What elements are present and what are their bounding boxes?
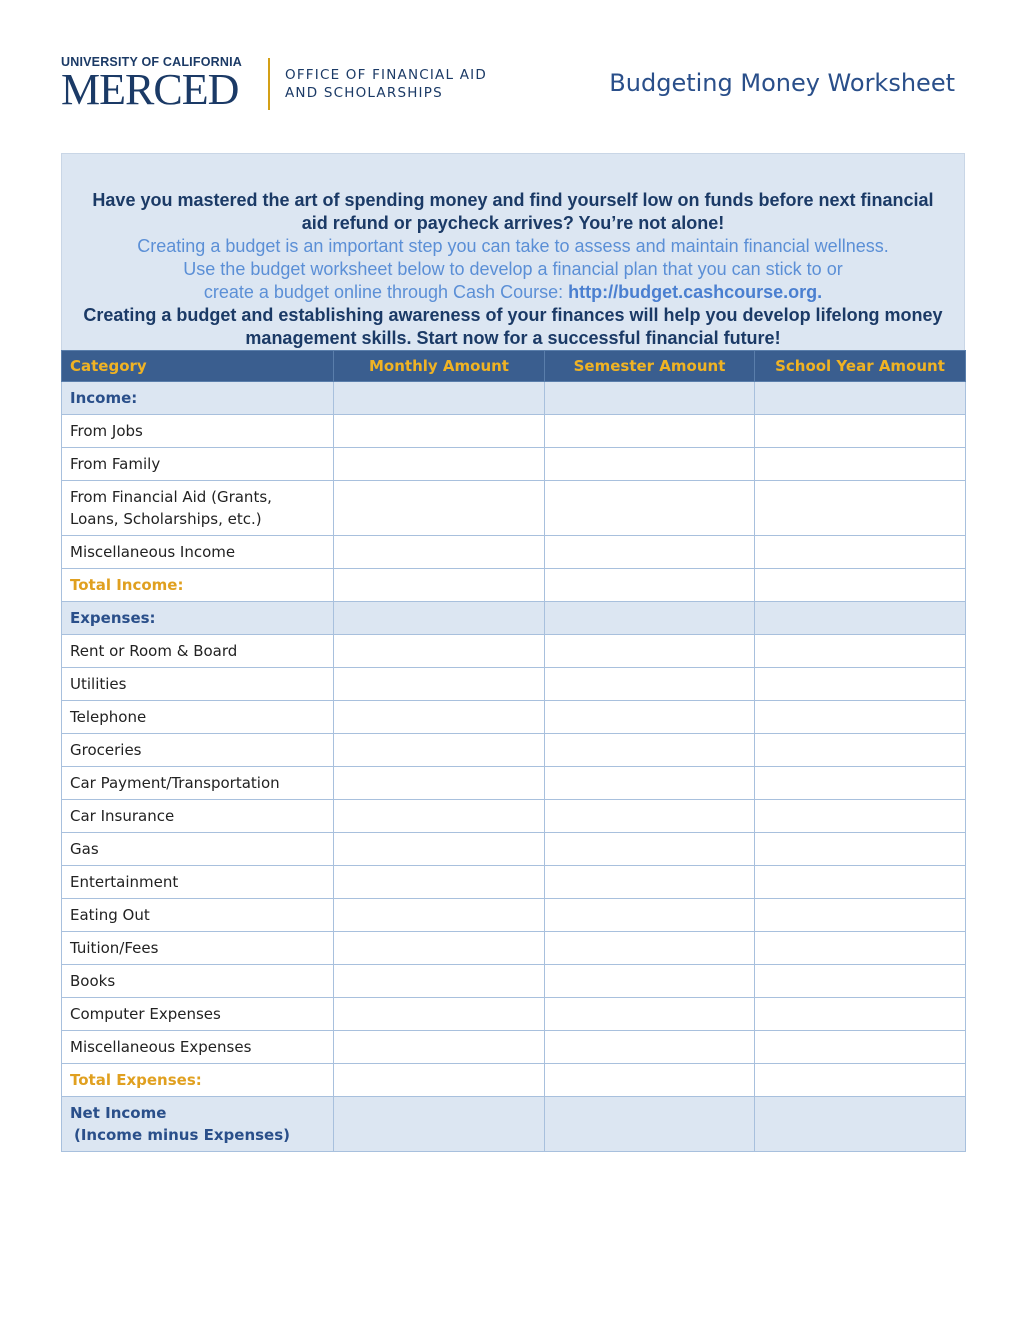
row-label: Groceries — [62, 734, 334, 767]
office-line-2: AND SCHOLARSHIPS — [285, 85, 443, 101]
row-label: Miscellaneous Income — [62, 536, 334, 569]
amount-cell[interactable] — [545, 569, 755, 602]
total-expenses-label: Total Expenses: — [62, 1064, 334, 1097]
amount-cell[interactable] — [755, 734, 966, 767]
row-label: From Jobs — [62, 415, 334, 448]
table-row — [62, 536, 966, 569]
col-header-monthly: Monthly Amount — [334, 351, 545, 382]
amount-cell[interactable] — [334, 734, 545, 767]
amount-cell[interactable] — [755, 382, 966, 415]
row-label: Miscellaneous Expenses — [62, 1031, 334, 1064]
row-label: Utilities — [62, 668, 334, 701]
amount-cell[interactable] — [755, 998, 966, 1031]
amount-cell[interactable] — [755, 635, 966, 668]
intro-box — [61, 153, 965, 351]
amount-cell[interactable] — [334, 569, 545, 602]
row-label: Eating Out — [62, 899, 334, 932]
amount-cell[interactable] — [755, 448, 966, 481]
amount-cell[interactable] — [334, 668, 545, 701]
intro-line-3 — [80, 281, 946, 304]
amount-cell[interactable] — [334, 800, 545, 833]
amount-cell[interactable] — [755, 899, 966, 932]
table-row — [62, 415, 966, 448]
amount-cell[interactable] — [334, 635, 545, 668]
amount-cell[interactable] — [334, 1031, 545, 1064]
logo-university-text: UNIVERSITY OF CALIFORNIA — [61, 55, 242, 69]
table-row — [62, 800, 966, 833]
amount-cell[interactable] — [545, 1064, 755, 1097]
intro-line-1: Creating a budget is an important step you can take to assess and maintain financial wellness. — [137, 236, 889, 256]
row-label: Computer Expenses — [62, 998, 334, 1031]
amount-cell[interactable] — [545, 767, 755, 800]
amount-cell[interactable] — [755, 668, 966, 701]
amount-cell[interactable] — [545, 536, 755, 569]
amount-cell[interactable] — [755, 1097, 966, 1152]
amount-cell[interactable] — [545, 833, 755, 866]
table-row — [62, 833, 966, 866]
amount-cell[interactable] — [755, 866, 966, 899]
row-label: Car Payment/Transportation — [62, 767, 334, 800]
amount-cell[interactable] — [334, 1097, 545, 1152]
amount-cell[interactable] — [755, 569, 966, 602]
amount-cell[interactable] — [334, 536, 545, 569]
table-row — [62, 448, 966, 481]
amount-cell[interactable] — [545, 734, 755, 767]
amount-cell[interactable] — [755, 833, 966, 866]
amount-cell[interactable] — [334, 965, 545, 998]
amount-cell[interactable] — [334, 415, 545, 448]
intro-question: Have you mastered the art of spending money and find yourself low on funds before next financial aid refund or paycheck arrives? You’re not alone! — [92, 190, 934, 233]
amount-cell[interactable] — [334, 481, 545, 536]
amount-cell[interactable] — [755, 481, 966, 536]
table-row — [62, 965, 966, 998]
amount-cell[interactable] — [545, 965, 755, 998]
col-header-school-year: School Year Amount — [755, 351, 966, 382]
row-label: From Family — [62, 448, 334, 481]
amount-cell[interactable] — [334, 1064, 545, 1097]
amount-cell[interactable] — [755, 415, 966, 448]
intro-closing: Creating a budget and establishing awareness of your finances will help you develop lifelong money management skills. Start now for a successful financial future! — [83, 305, 943, 348]
total-income-label: Total Income: — [62, 569, 334, 602]
amount-cell[interactable] — [755, 932, 966, 965]
expenses-section-row — [62, 602, 966, 635]
amount-cell[interactable] — [334, 767, 545, 800]
page-header — [61, 55, 961, 115]
total-income-row — [62, 569, 966, 602]
row-label: Rent or Room & Board — [62, 635, 334, 668]
row-label: Tuition/Fees — [62, 932, 334, 965]
amount-cell[interactable] — [334, 899, 545, 932]
table-header-row — [62, 351, 966, 382]
amount-cell[interactable] — [755, 800, 966, 833]
net-income-title: Net Income — [70, 1104, 167, 1122]
budget-table — [61, 350, 966, 1152]
amount-cell[interactable] — [334, 701, 545, 734]
office-line-1: OFFICE OF FINANCIAL AID — [285, 67, 487, 83]
table-row — [62, 701, 966, 734]
amount-cell[interactable] — [545, 701, 755, 734]
amount-cell[interactable] — [334, 932, 545, 965]
col-header-category: Category — [62, 351, 334, 382]
document-title: Budgeting Money Worksheet — [609, 69, 955, 97]
row-label: Books — [62, 965, 334, 998]
row-label: From Financial Aid (Grants, Loans, Scholarships, etc.) — [62, 481, 334, 536]
amount-cell[interactable] — [545, 899, 755, 932]
net-income-subtitle: (Income minus Expenses) — [74, 1126, 291, 1144]
table-row — [62, 932, 966, 965]
row-label: Gas — [62, 833, 334, 866]
income-section-row — [62, 382, 966, 415]
amount-cell[interactable] — [755, 965, 966, 998]
amount-cell[interactable] — [755, 536, 966, 569]
table-row — [62, 767, 966, 800]
amount-cell[interactable] — [545, 932, 755, 965]
net-income-label — [62, 1097, 334, 1152]
amount-cell[interactable] — [545, 866, 755, 899]
intro-line-3-text: create a budget online through Cash Course: — [203, 282, 569, 302]
amount-cell[interactable] — [545, 998, 755, 1031]
amount-cell[interactable] — [334, 382, 545, 415]
table-row — [62, 866, 966, 899]
table-row — [62, 998, 966, 1031]
amount-cell[interactable] — [755, 701, 966, 734]
amount-cell[interactable] — [334, 602, 545, 635]
table-row — [62, 899, 966, 932]
logo-divider — [268, 58, 270, 110]
amount-cell[interactable] — [545, 1097, 755, 1152]
logo-merced-text: MERCED — [61, 65, 239, 114]
amount-cell[interactable] — [545, 668, 755, 701]
amount-cell[interactable] — [755, 1031, 966, 1064]
row-label: Telephone — [62, 701, 334, 734]
col-header-semester: Semester Amount — [545, 351, 755, 382]
income-section-label: Income: — [62, 382, 334, 415]
amount-cell[interactable] — [545, 800, 755, 833]
amount-cell[interactable] — [334, 998, 545, 1031]
total-expenses-row — [62, 1064, 966, 1097]
amount-cell[interactable] — [334, 448, 545, 481]
cashcourse-link[interactable]: http://budget.cashcourse.org. — [568, 282, 823, 302]
table-row — [62, 635, 966, 668]
row-label: Car Insurance — [62, 800, 334, 833]
amount-cell[interactable] — [545, 415, 755, 448]
amount-cell[interactable] — [334, 833, 545, 866]
office-name — [285, 66, 487, 102]
expenses-section-label: Expenses: — [62, 602, 334, 635]
amount-cell[interactable] — [755, 602, 966, 635]
amount-cell[interactable] — [755, 767, 966, 800]
table-row — [62, 668, 966, 701]
amount-cell[interactable] — [545, 1031, 755, 1064]
amount-cell[interactable] — [545, 382, 755, 415]
row-label: Entertainment — [62, 866, 334, 899]
amount-cell[interactable] — [755, 1064, 966, 1097]
net-income-row — [62, 1097, 966, 1152]
table-row — [62, 481, 966, 536]
amount-cell[interactable] — [545, 448, 755, 481]
table-row — [62, 734, 966, 767]
uc-merced-logo — [61, 55, 242, 114]
table-row — [62, 1031, 966, 1064]
amount-cell[interactable] — [334, 866, 545, 899]
amount-cell[interactable] — [545, 635, 755, 668]
intro-line-2: Use the budget worksheet below to develop a financial plan that you can stick to or — [183, 259, 843, 279]
amount-cell[interactable] — [545, 602, 755, 635]
amount-cell[interactable] — [545, 481, 755, 536]
